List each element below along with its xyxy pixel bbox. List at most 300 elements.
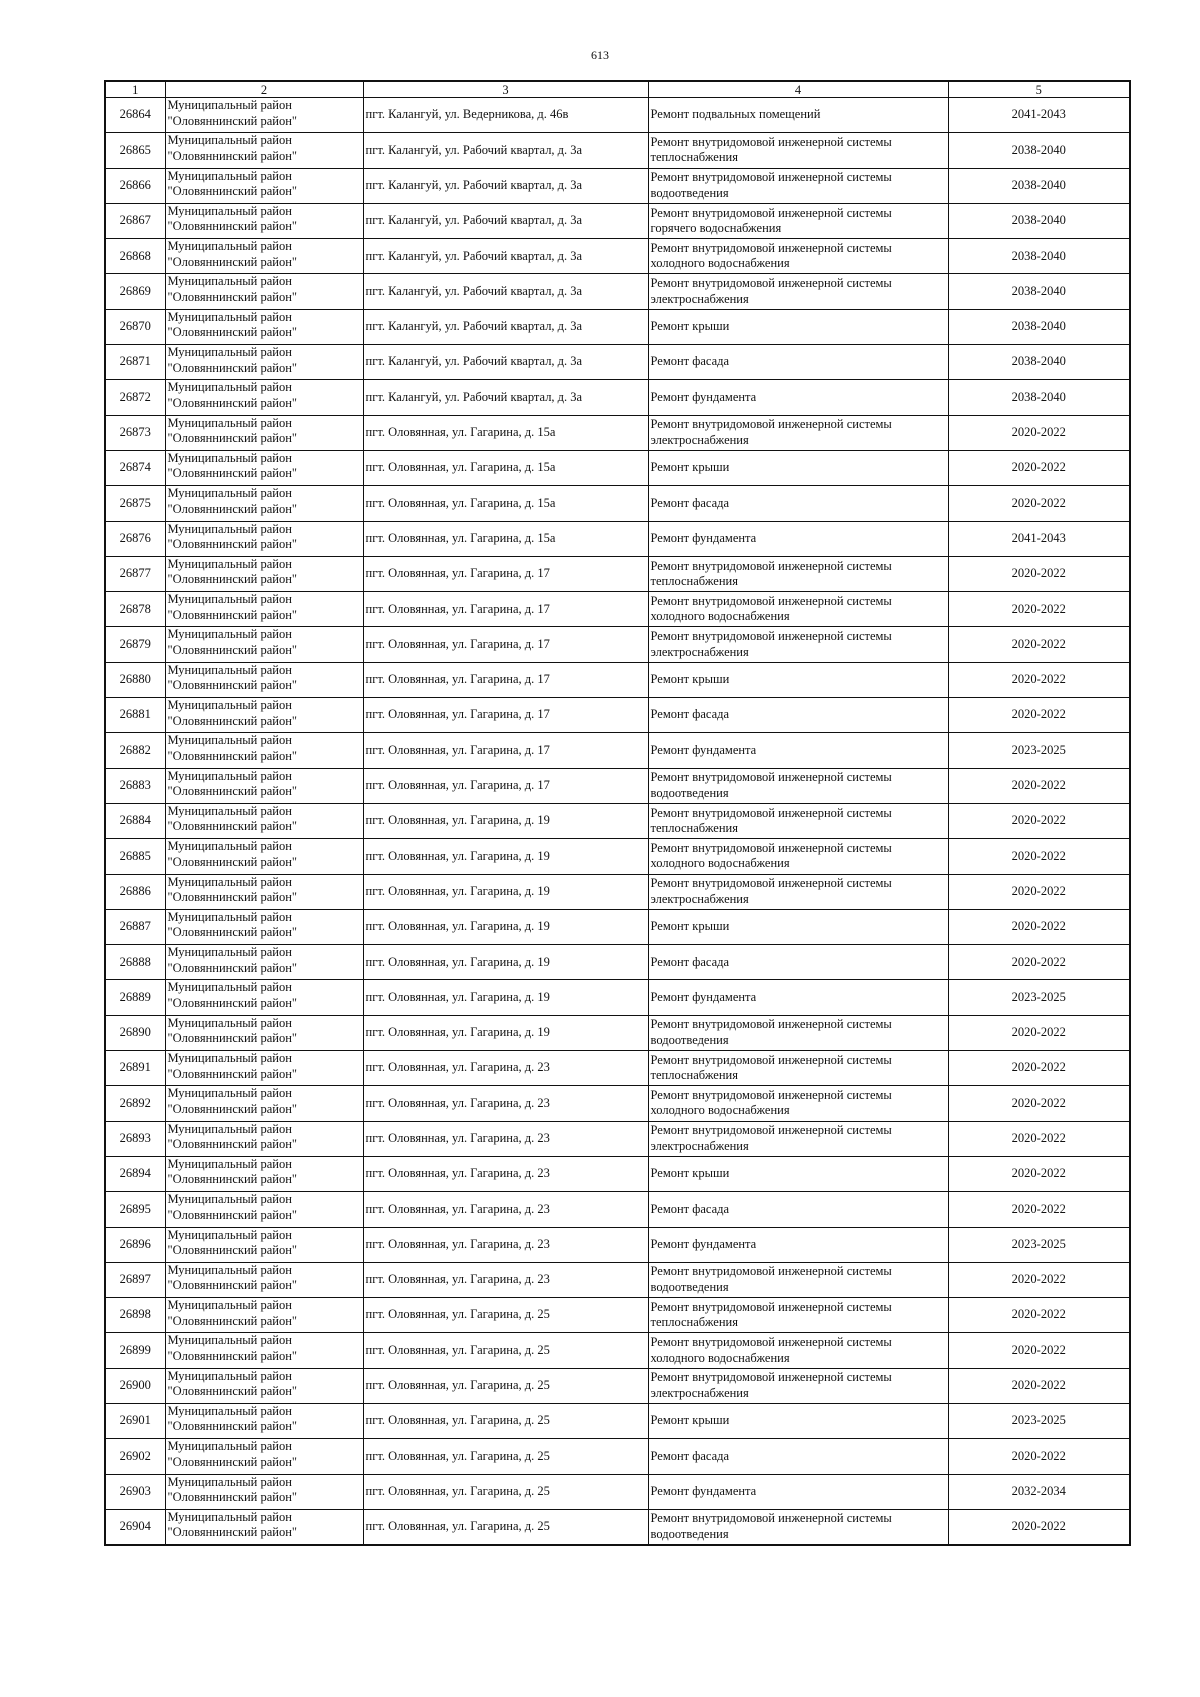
- row-number: 26876: [105, 521, 165, 556]
- address-cell: пгт. Калангуй, ул. Рабочий квартал, д. 3а: [363, 133, 648, 168]
- work-type-line: Ремонт внутридомовой инженерной системы: [650, 805, 892, 820]
- municipality-line: Муниципальный район: [167, 1298, 292, 1313]
- work-type-cell: [648, 662, 948, 697]
- work-type-cell: [648, 803, 948, 838]
- work-type-line: горячего водоснабжения: [650, 221, 782, 236]
- table-row: [105, 592, 1130, 627]
- work-type-cell: [648, 592, 948, 627]
- period-cell: 2020-2022: [948, 768, 1130, 803]
- municipality-cell: [165, 1403, 363, 1438]
- municipality-cell: [165, 1156, 363, 1191]
- municipality-line: Муниципальный район: [167, 133, 292, 148]
- municipality-line: Муниципальный район: [167, 698, 292, 713]
- table-row: [105, 486, 1130, 521]
- municipality-cell: [165, 874, 363, 909]
- municipality-line: Муниципальный район: [167, 803, 292, 818]
- municipality-line: "Оловяннинский район": [167, 1031, 298, 1046]
- row-number: 26887: [105, 909, 165, 944]
- municipality-line: "Оловяннинский район": [167, 431, 298, 446]
- municipality-line: "Оловяннинский район": [167, 713, 298, 728]
- work-type-line: Ремонт внутридомовой инженерной системы: [650, 134, 892, 149]
- work-type-line: Ремонт фундамента: [650, 530, 757, 545]
- municipality-line: "Оловяннинский район": [167, 254, 298, 269]
- municipality-line: Муниципальный район: [167, 1403, 292, 1418]
- work-type-cell: [648, 733, 948, 768]
- table-row: [105, 1086, 1130, 1121]
- period-cell: 2020-2022: [948, 698, 1130, 733]
- address-cell: пгт. Оловянная, ул. Гагарина, д. 25: [363, 1509, 648, 1544]
- municipality-line: "Оловяннинский район": [167, 925, 298, 940]
- municipality-line: "Оловяннинский район": [167, 219, 298, 234]
- capital-repair-table: [104, 80, 1131, 1546]
- municipality-line: Муниципальный район: [167, 415, 292, 430]
- work-type-line: Ремонт внутридомовой инженерной системы: [650, 1123, 892, 1138]
- table-row: [105, 1368, 1130, 1403]
- municipality-cell: [165, 274, 363, 309]
- municipality-line: "Оловяннинский район": [167, 1137, 298, 1152]
- table-row: [105, 1333, 1130, 1368]
- row-number: 26883: [105, 768, 165, 803]
- address-cell: пгт. Оловянная, ул. Гагарина, д. 17: [363, 556, 648, 591]
- municipality-line: "Оловяннинский район": [167, 1243, 298, 1257]
- address-cell: пгт. Оловянная, ул. Гагарина, д. 19: [363, 803, 648, 838]
- work-type-cell: [648, 1121, 948, 1156]
- municipality-line: "Оловяннинский район": [167, 1101, 298, 1116]
- work-type-cell: [648, 309, 948, 344]
- municipality-line: Муниципальный район: [167, 627, 292, 642]
- municipality-line: "Оловяннинский район": [167, 395, 298, 410]
- table-row: [105, 309, 1130, 344]
- municipality-line: "Оловяннинский район": [167, 1525, 298, 1540]
- row-number: 26881: [105, 698, 165, 733]
- municipality-cell: [165, 698, 363, 733]
- work-type-line: теплоснабжения: [650, 574, 738, 588]
- period-cell: 2038-2040: [948, 274, 1130, 309]
- work-type-cell: [648, 380, 948, 415]
- work-type-line: Ремонт внутридомовой инженерной системы: [650, 205, 892, 220]
- municipality-line: "Оловяннинский район": [167, 678, 298, 693]
- row-number: 26865: [105, 133, 165, 168]
- row-number: 26884: [105, 803, 165, 838]
- header-col-4: 4: [648, 81, 948, 98]
- table-row: [105, 1015, 1130, 1050]
- row-number: 26893: [105, 1121, 165, 1156]
- address-cell: пгт. Оловянная, ул. Гагарина, д. 19: [363, 909, 648, 944]
- municipality-cell: [165, 1086, 363, 1121]
- period-cell: 2032-2034: [948, 1474, 1130, 1509]
- municipality-cell: [165, 1121, 363, 1156]
- address-cell: пгт. Оловянная, ул. Гагарина, д. 23: [363, 1051, 648, 1086]
- municipality-cell: [165, 1227, 363, 1262]
- work-type-line: Ремонт фасада: [650, 495, 730, 510]
- header-col-5: 5: [948, 81, 1130, 98]
- address-cell: пгт. Оловянная, ул. Гагарина, д. 25: [363, 1403, 648, 1438]
- work-type-line: Ремонт внутридомовой инженерной системы: [650, 1370, 892, 1385]
- period-cell: 2020-2022: [948, 1262, 1130, 1297]
- work-type-cell: [648, 203, 948, 238]
- row-number: 26900: [105, 1368, 165, 1403]
- work-type-line: Ремонт фасада: [650, 954, 730, 969]
- row-number: 26868: [105, 239, 165, 274]
- work-type-line: водоотведения: [650, 1526, 729, 1541]
- work-type-cell: [648, 1509, 948, 1544]
- work-type-cell: [648, 1368, 948, 1403]
- work-type-line: Ремонт внутридомовой инженерной системы: [650, 629, 892, 644]
- address-cell: пгт. Оловянная, ул. Гагарина, д. 25: [363, 1368, 648, 1403]
- address-cell: пгт. Калангуй, ул. Рабочий квартал, д. 3а: [363, 239, 648, 274]
- municipality-line: "Оловяннинский район": [167, 1066, 298, 1081]
- municipality-line: Муниципальный район: [167, 1192, 292, 1207]
- period-cell: 2020-2022: [948, 945, 1130, 980]
- work-type-line: Ремонт фасада: [650, 1201, 730, 1216]
- address-cell: пгт. Оловянная, ул. Гагарина, д. 25: [363, 1474, 648, 1509]
- period-cell: 2020-2022: [948, 450, 1130, 485]
- work-type-cell: [648, 345, 948, 380]
- municipality-cell: [165, 1333, 363, 1368]
- row-number: 26889: [105, 980, 165, 1015]
- period-cell: 2020-2022: [948, 1298, 1130, 1333]
- period-cell: 2038-2040: [948, 309, 1130, 344]
- row-number: 26877: [105, 556, 165, 591]
- municipality-cell: [165, 168, 363, 203]
- address-cell: пгт. Оловянная, ул. Гагарина, д. 17: [363, 592, 648, 627]
- period-cell: 2020-2022: [948, 415, 1130, 450]
- municipality-line: "Оловяннинский район": [167, 890, 298, 905]
- row-number: 26869: [105, 274, 165, 309]
- row-number: 26898: [105, 1298, 165, 1333]
- municipality-cell: [165, 1509, 363, 1544]
- municipality-line: "Оловяннинский район": [167, 784, 298, 799]
- work-type-line: теплоснабжения: [650, 821, 738, 836]
- work-type-cell: [648, 1192, 948, 1227]
- table-row: [105, 1509, 1130, 1544]
- municipality-line: "Оловяннинский район": [167, 537, 298, 552]
- work-type-line: Ремонт фундамента: [650, 1236, 757, 1251]
- period-cell: 2020-2022: [948, 1509, 1130, 1544]
- work-type-line: холодного водоснабжения: [650, 256, 790, 271]
- work-type-line: Ремонт крыши: [650, 319, 730, 334]
- municipality-line: Муниципальный район: [167, 592, 292, 607]
- municipality-cell: [165, 803, 363, 838]
- table-row: [105, 274, 1130, 309]
- page-number: 613: [591, 48, 609, 62]
- table-row: [105, 1227, 1130, 1262]
- municipality-line: "Оловяннинский район": [167, 819, 298, 834]
- table-row: [105, 909, 1130, 944]
- municipality-line: Муниципальный район: [167, 1439, 292, 1454]
- table-row: [105, 1121, 1130, 1156]
- work-type-cell: [648, 627, 948, 662]
- table-row: [105, 1298, 1130, 1333]
- municipality-line: "Оловяннинский район": [167, 1490, 298, 1505]
- municipality-line: "Оловяннинский район": [167, 995, 298, 1010]
- municipality-cell: [165, 1051, 363, 1086]
- row-number: 26873: [105, 415, 165, 450]
- work-type-cell: [648, 450, 948, 485]
- municipality-line: Муниципальный район: [167, 909, 292, 924]
- municipality-line: Муниципальный район: [167, 1368, 292, 1383]
- table-row: [105, 1156, 1130, 1191]
- work-type-cell: [648, 486, 948, 521]
- municipality-line: Муниципальный район: [167, 203, 292, 218]
- address-cell: пгт. Калангуй, ул. Рабочий квартал, д. 3а: [363, 168, 648, 203]
- municipality-line: Муниципальный район: [167, 1509, 292, 1524]
- row-number: 26879: [105, 627, 165, 662]
- municipality-line: "Оловяннинский район": [167, 854, 298, 869]
- municipality-line: "Оловяннинский район": [167, 642, 298, 657]
- table-row: [105, 1439, 1130, 1474]
- address-cell: пгт. Оловянная, ул. Гагарина, д. 17: [363, 662, 648, 697]
- row-number: 26901: [105, 1403, 165, 1438]
- work-type-cell: [648, 1156, 948, 1191]
- work-type-line: Ремонт внутридомовой инженерной системы: [650, 276, 892, 291]
- period-cell: 2023-2025: [948, 733, 1130, 768]
- period-cell: 2023-2025: [948, 1403, 1130, 1438]
- work-type-cell: [648, 874, 948, 909]
- work-type-cell: [648, 1086, 948, 1121]
- municipality-line: "Оловяннинский район": [167, 1454, 298, 1469]
- table-row: [105, 556, 1130, 591]
- municipality-cell: [165, 415, 363, 450]
- address-cell: пгт. Оловянная, ул. Гагарина, д. 17: [363, 627, 648, 662]
- work-type-line: электроснабжения: [650, 891, 749, 906]
- municipality-cell: [165, 1439, 363, 1474]
- work-type-cell: [648, 945, 948, 980]
- municipality-line: "Оловяннинский район": [167, 501, 298, 516]
- municipality-line: "Оловяннинский район": [167, 184, 298, 199]
- address-cell: пгт. Оловянная, ул. Гагарина, д. 23: [363, 1121, 648, 1156]
- address-cell: пгт. Калангуй, ул. Рабочий квартал, д. 3а: [363, 380, 648, 415]
- address-cell: пгт. Калангуй, ул. Рабочий квартал, д. 3а: [363, 309, 648, 344]
- work-type-line: водоотведения: [650, 1032, 729, 1047]
- work-type-cell: [648, 521, 948, 556]
- work-type-line: Ремонт крыши: [650, 672, 730, 687]
- period-cell: 2038-2040: [948, 380, 1130, 415]
- address-cell: пгт. Оловянная, ул. Гагарина, д. 17: [363, 698, 648, 733]
- header-row: [105, 81, 1130, 98]
- municipality-cell: [165, 980, 363, 1015]
- period-cell: 2020-2022: [948, 1121, 1130, 1156]
- period-cell: 2038-2040: [948, 168, 1130, 203]
- table-row: [105, 803, 1130, 838]
- address-cell: пгт. Оловянная, ул. Гагарина, д. 23: [363, 1192, 648, 1227]
- municipality-line: "Оловяннинский район": [167, 1384, 298, 1399]
- work-type-line: холодного водоснабжения: [650, 856, 790, 871]
- work-type-cell: [648, 1015, 948, 1050]
- period-cell: 2020-2022: [948, 909, 1130, 944]
- period-cell: 2020-2022: [948, 1015, 1130, 1050]
- municipality-line: "Оловяннинский район": [167, 748, 298, 763]
- municipality-line: "Оловяннинский район": [167, 360, 298, 375]
- work-type-line: холодного водоснабжения: [650, 609, 790, 624]
- work-type-cell: [648, 839, 948, 874]
- work-type-line: теплоснабжения: [650, 150, 738, 165]
- municipality-line: Муниципальный район: [167, 839, 292, 854]
- address-cell: пгт. Оловянная, ул. Гагарина, д. 19: [363, 839, 648, 874]
- work-type-line: Ремонт крыши: [650, 919, 730, 934]
- work-type-line: Ремонт внутридомовой инженерной системы: [650, 1017, 892, 1032]
- municipality-line: Муниципальный район: [167, 945, 292, 960]
- work-type-line: Ремонт внутридомовой инженерной системы: [650, 1052, 892, 1067]
- municipality-line: Муниципальный район: [167, 1156, 292, 1171]
- municipality-cell: [165, 486, 363, 521]
- municipality-cell: [165, 1192, 363, 1227]
- municipality-line: Муниципальный район: [167, 1333, 292, 1348]
- municipality-line: Муниципальный район: [167, 1015, 292, 1030]
- municipality-cell: [165, 556, 363, 591]
- row-number: 26880: [105, 662, 165, 697]
- municipality-cell: [165, 592, 363, 627]
- municipality-cell: [165, 309, 363, 344]
- period-cell: 2020-2022: [948, 1439, 1130, 1474]
- row-number: 26894: [105, 1156, 165, 1191]
- municipality-line: Муниципальный район: [167, 239, 292, 254]
- municipality-line: "Оловяннинский район": [167, 113, 298, 128]
- table-row: [105, 380, 1130, 415]
- address-cell: пгт. Калангуй, ул. Рабочий квартал, д. 3а: [363, 274, 648, 309]
- municipality-line: "Оловяннинский район": [167, 148, 298, 163]
- municipality-cell: [165, 239, 363, 274]
- work-type-cell: [648, 909, 948, 944]
- table-row: [105, 1262, 1130, 1297]
- address-cell: пгт. Оловянная, ул. Гагарина, д. 19: [363, 945, 648, 980]
- period-cell: 2020-2022: [948, 1051, 1130, 1086]
- municipality-cell: [165, 133, 363, 168]
- period-cell: 2020-2022: [948, 1368, 1130, 1403]
- address-cell: пгт. Оловянная, ул. Гагарина, д. 25: [363, 1333, 648, 1368]
- municipality-line: "Оловяннинский район": [167, 607, 298, 622]
- municipality-line: "Оловяннинский район": [167, 1313, 298, 1328]
- table-row: [105, 415, 1130, 450]
- municipality-cell: [165, 380, 363, 415]
- address-cell: пгт. Оловянная, ул. Гагарина, д. 17: [363, 733, 648, 768]
- row-number: 26899: [105, 1333, 165, 1368]
- period-cell: 2020-2022: [948, 592, 1130, 627]
- row-number: 26904: [105, 1509, 165, 1544]
- work-type-line: Ремонт фасада: [650, 354, 730, 369]
- municipality-line: Муниципальный район: [167, 1086, 292, 1101]
- table-row: [105, 874, 1130, 909]
- address-cell: пгт. Оловянная, ул. Гагарина, д. 19: [363, 874, 648, 909]
- municipality-line: "Оловяннинский район": [167, 960, 298, 975]
- address-cell: пгт. Калангуй, ул. Рабочий квартал, д. 3а: [363, 203, 648, 238]
- period-cell: 2020-2022: [948, 874, 1130, 909]
- work-type-line: холодного водоснабжения: [650, 1103, 790, 1118]
- work-type-cell: [648, 1474, 948, 1509]
- row-number: 26892: [105, 1086, 165, 1121]
- work-type-line: Ремонт внутридомовой инженерной системы: [650, 770, 892, 785]
- header-col-3: 3: [363, 81, 648, 98]
- municipality-line: Муниципальный район: [167, 662, 292, 677]
- work-type-cell: [648, 1227, 948, 1262]
- municipality-line: Муниципальный район: [167, 1121, 292, 1136]
- work-type-line: водоотведения: [650, 1279, 729, 1294]
- municipality-line: Муниципальный район: [167, 733, 292, 748]
- municipality-cell: [165, 1474, 363, 1509]
- period-cell: 2041-2043: [948, 98, 1130, 133]
- work-type-line: водоотведения: [650, 785, 729, 800]
- table-row: [105, 133, 1130, 168]
- work-type-line: Ремонт фундамента: [650, 389, 757, 404]
- municipality-line: Муниципальный район: [167, 1474, 292, 1489]
- work-type-line: Ремонт внутридомовой инженерной системы: [650, 558, 892, 573]
- municipality-line: Муниципальный район: [167, 556, 292, 571]
- address-cell: пгт. Оловянная, ул. Гагарина, д. 25: [363, 1298, 648, 1333]
- table-row: [105, 1474, 1130, 1509]
- table-header: [105, 81, 1130, 98]
- address-cell: пгт. Оловянная, ул. Гагарина, д. 19: [363, 1015, 648, 1050]
- municipality-cell: [165, 768, 363, 803]
- municipality-line: Муниципальный район: [167, 274, 292, 289]
- work-type-line: Ремонт крыши: [650, 460, 730, 475]
- table-row: [105, 1051, 1130, 1086]
- period-cell: 2038-2040: [948, 239, 1130, 274]
- address-cell: пгт. Оловянная, ул. Гагарина, д. 15а: [363, 486, 648, 521]
- municipality-line: "Оловяннинский район": [167, 1348, 298, 1363]
- row-number: 26874: [105, 450, 165, 485]
- address-cell: пгт. Оловянная, ул. Гагарина, д. 19: [363, 980, 648, 1015]
- municipality-line: Муниципальный район: [167, 380, 292, 395]
- period-cell: 2041-2043: [948, 521, 1130, 556]
- work-type-line: теплоснабжения: [650, 1068, 738, 1083]
- address-cell: пгт. Оловянная, ул. Гагарина, д. 15а: [363, 450, 648, 485]
- row-number: 26871: [105, 345, 165, 380]
- table-row: [105, 98, 1130, 133]
- table-row: [105, 239, 1130, 274]
- table-row: [105, 627, 1130, 662]
- row-number: 26878: [105, 592, 165, 627]
- table-row: [105, 698, 1130, 733]
- work-type-line: электроснабжения: [650, 644, 749, 659]
- row-number: 26875: [105, 486, 165, 521]
- municipality-cell: [165, 203, 363, 238]
- work-type-cell: [648, 274, 948, 309]
- period-cell: 2038-2040: [948, 203, 1130, 238]
- work-type-line: Ремонт внутридомовой инженерной системы: [650, 240, 892, 255]
- header-col-1: 1: [105, 81, 165, 98]
- row-number: 26891: [105, 1051, 165, 1086]
- period-cell: 2020-2022: [948, 1156, 1130, 1191]
- work-type-cell: [648, 415, 948, 450]
- work-type-line: холодного водоснабжения: [650, 1350, 790, 1365]
- municipality-line: "Оловяннинский район": [167, 289, 298, 304]
- work-type-cell: [648, 133, 948, 168]
- municipality-cell: [165, 345, 363, 380]
- municipality-line: Муниципальный район: [167, 1227, 292, 1242]
- municipality-line: Муниципальный район: [167, 168, 292, 183]
- row-number: 26872: [105, 380, 165, 415]
- row-number: 26866: [105, 168, 165, 203]
- municipality-cell: [165, 1298, 363, 1333]
- work-type-cell: [648, 698, 948, 733]
- municipality-line: Муниципальный район: [167, 309, 292, 324]
- work-type-line: Ремонт внутридомовой инженерной системы: [650, 840, 892, 855]
- period-cell: 2020-2022: [948, 1086, 1130, 1121]
- municipality-cell: [165, 839, 363, 874]
- municipality-line: Муниципальный район: [167, 980, 292, 995]
- table-row: [105, 839, 1130, 874]
- row-number: 26864: [105, 98, 165, 133]
- work-type-line: Ремонт крыши: [650, 1166, 730, 1181]
- work-type-line: Ремонт фундамента: [650, 989, 757, 1004]
- table-row: [105, 945, 1130, 980]
- work-type-line: Ремонт внутридомовой инженерной системы: [650, 417, 892, 432]
- row-number: 26886: [105, 874, 165, 909]
- municipality-line: Муниципальный район: [167, 1051, 292, 1066]
- municipality-line: Муниципальный район: [167, 521, 292, 536]
- work-type-cell: [648, 768, 948, 803]
- work-type-line: Ремонт крыши: [650, 1413, 730, 1428]
